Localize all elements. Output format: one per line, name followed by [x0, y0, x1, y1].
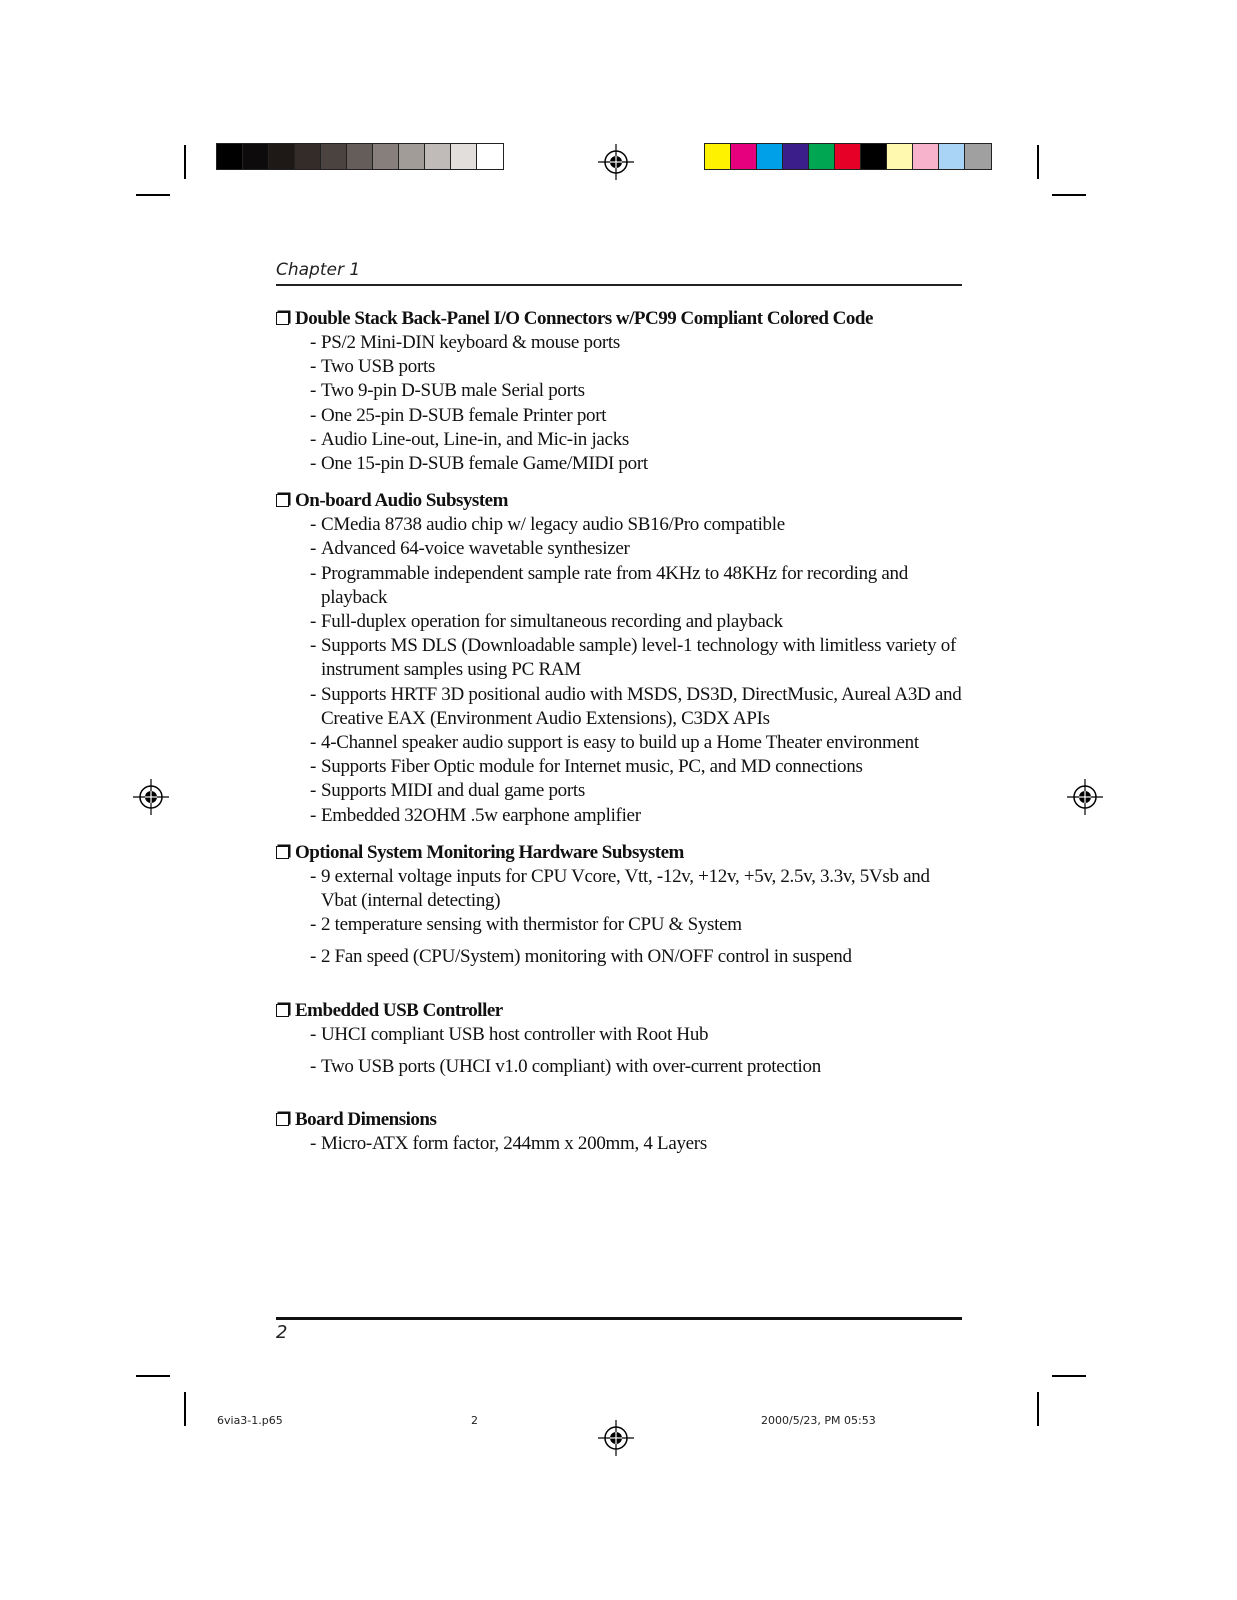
dash-bullet: -	[310, 946, 317, 968]
color-swatch	[451, 144, 477, 169]
feature-section	[276, 488, 966, 828]
dash-bullet: -	[310, 562, 317, 584]
dash-bullet: -	[310, 1023, 317, 1045]
dash-bullet: -	[310, 514, 317, 536]
section-title: Optional System Monitoring Hardware Subsystem	[295, 841, 684, 863]
list-item	[310, 755, 966, 779]
color-swatch	[295, 144, 321, 169]
color-swatch	[861, 144, 887, 169]
section-title: On-board Audio Subsystem	[295, 490, 508, 512]
page-body	[276, 306, 966, 1168]
list-item-text: PS/2 Mini-DIN keyboard & mouse ports	[321, 332, 620, 353]
list-item-text: 2 Fan speed (CPU/System) monitoring with ON/OFF control in suspend	[321, 946, 852, 968]
color-swatch	[757, 144, 783, 169]
dash-bullet: -	[310, 804, 317, 826]
list-item-text: Two 9-pin D-SUB male Serial ports	[321, 380, 585, 402]
feature-section	[276, 998, 966, 1079]
color-swatch	[477, 144, 503, 169]
section-title: Double Stack Back-Panel I/O Connectors w/PC99 Compliant Colored Code	[295, 308, 873, 329]
registration-mark-icon	[596, 142, 636, 182]
section-heading	[276, 1107, 966, 1132]
list-item	[310, 683, 966, 731]
dash-bullet: -	[310, 404, 317, 426]
dash-bullet: -	[310, 538, 317, 560]
list-item-text: Audio Line-out, Line-in, and Mic-in jacks	[321, 428, 629, 450]
list-item	[310, 804, 966, 828]
feature-list	[276, 1132, 966, 1156]
print-file-name: 6via3-1.p65	[217, 1414, 283, 1427]
color-swatch	[809, 144, 835, 169]
list-item	[310, 513, 966, 537]
color-swatch	[373, 144, 399, 169]
print-timestamp: 2000/5/23, PM 05:53	[761, 1414, 876, 1427]
registration-mark-icon	[131, 777, 171, 817]
header-rule	[276, 284, 962, 286]
print-page-number: 2	[471, 1414, 478, 1427]
feature-section	[276, 840, 966, 970]
list-item	[310, 731, 966, 755]
section-heading	[276, 306, 966, 331]
color-swatch	[705, 144, 731, 169]
dash-bullet: -	[310, 453, 317, 475]
list-item-text: Programmable independent sample rate from 4KHz to 48KHz for recording and playback	[321, 562, 908, 608]
list-item	[310, 779, 966, 803]
color-swatch	[243, 144, 269, 169]
list-item	[310, 404, 966, 428]
section-heading	[276, 840, 966, 865]
page-number: 2	[276, 1322, 288, 1343]
list-item	[310, 945, 966, 969]
list-item-text: Micro-ATX form factor, 244mm x 200mm, 4 Layers	[321, 1133, 707, 1155]
feature-section	[276, 306, 966, 476]
list-item	[310, 1055, 966, 1079]
list-item	[310, 562, 966, 610]
dash-bullet: -	[310, 356, 317, 378]
list-item-text: 4-Channel speaker audio support is easy to build up a Home Theater environment	[321, 732, 919, 754]
list-item-text: One 25-pin D-SUB female Printer port	[321, 404, 607, 426]
registration-mark-icon	[1065, 777, 1105, 817]
checkbox-bullet-icon	[276, 1004, 289, 1017]
list-item-text: UHCI compliant USB host controller with Root Hub	[321, 1023, 709, 1045]
color-swatch	[783, 144, 809, 169]
list-item	[310, 913, 966, 937]
checkbox-bullet-icon	[276, 494, 289, 507]
dash-bullet: -	[310, 683, 317, 705]
dash-bullet: -	[310, 780, 317, 802]
dash-bullet: -	[310, 635, 317, 657]
color-swatch	[321, 144, 347, 169]
list-item	[310, 355, 966, 379]
color-swatch	[913, 144, 939, 169]
dash-bullet: -	[310, 756, 317, 778]
feature-list	[276, 513, 966, 828]
dash-bullet: -	[310, 611, 317, 633]
dash-bullet: -	[310, 865, 317, 887]
feature-list	[276, 331, 966, 476]
list-item-text: Supports MIDI and dual game ports	[321, 780, 585, 802]
running-header: Chapter 1	[276, 260, 361, 280]
dash-bullet: -	[310, 332, 317, 353]
dash-bullet: -	[310, 914, 317, 936]
list-item-text: Supports Fiber Optic module for Internet music, PC, and MD connections	[321, 756, 863, 778]
color-swatch	[425, 144, 451, 169]
list-item	[310, 452, 966, 476]
list-item	[310, 865, 966, 913]
dash-bullet: -	[310, 732, 317, 754]
list-item-text: Embedded 32OHM .5w earphone amplifier	[321, 804, 641, 826]
list-item	[310, 331, 966, 355]
list-item	[310, 428, 966, 452]
section-heading	[276, 998, 966, 1023]
feature-list	[276, 1023, 966, 1079]
list-item-text: Full-duplex operation for simultaneous recording and playback	[321, 611, 783, 633]
dash-bullet: -	[310, 428, 317, 450]
list-item-text: Supports MS DLS (Downloadable sample) level-1 technology with limitless variety of instrument samples using PC RAM	[321, 635, 957, 681]
list-item	[310, 634, 966, 682]
list-item-text: Two USB ports (UHCI v1.0 compliant) with over-current protection	[321, 1055, 821, 1077]
process-color-bar	[704, 143, 992, 170]
list-item-text: Two USB ports	[321, 356, 436, 378]
color-swatch	[731, 144, 757, 169]
list-item	[310, 1132, 966, 1156]
list-item	[310, 1023, 966, 1047]
section-title: Embedded USB Controller	[295, 999, 503, 1021]
list-item	[310, 537, 966, 561]
checkbox-bullet-icon	[276, 312, 289, 325]
color-swatch	[965, 144, 991, 169]
feature-section	[276, 1107, 966, 1156]
color-swatch	[347, 144, 373, 169]
grayscale-color-bar	[216, 143, 504, 170]
feature-list	[276, 865, 966, 970]
color-swatch	[217, 144, 243, 169]
color-swatch	[939, 144, 965, 169]
list-item-text: 9 external voltage inputs for CPU Vcore, Vtt, -12v, +12v, +5v, 2.5v, 3.3v, 5Vsb and Vbat (internal detecting)	[321, 865, 930, 912]
checkbox-bullet-icon	[276, 1113, 289, 1126]
list-item-text: Supports HRTF 3D positional audio with MSDS, DS3D, DirectMusic, Aureal A3D and Creative EAX (Environment Audio Extensions), C3DX APIs	[321, 683, 962, 729]
color-swatch	[399, 144, 425, 169]
dash-bullet: -	[310, 380, 317, 402]
list-item-text: Advanced 64-voice wavetable synthesizer	[321, 538, 630, 560]
list-item-text: 2 temperature sensing with thermistor for CPU & System	[321, 914, 742, 936]
section-heading	[276, 488, 966, 513]
footer-rule	[276, 1317, 962, 1320]
list-item-text: One 15-pin D-SUB female Game/MIDI port	[321, 453, 648, 475]
checkbox-bullet-icon	[276, 846, 289, 859]
registration-mark-icon	[596, 1418, 636, 1458]
list-item	[310, 610, 966, 634]
list-item	[310, 379, 966, 403]
color-swatch	[887, 144, 913, 169]
section-title: Board Dimensions	[295, 1109, 437, 1131]
color-swatch	[269, 144, 295, 169]
color-swatch	[835, 144, 861, 169]
list-item-text: CMedia 8738 audio chip w/ legacy audio SB16/Pro compatible	[321, 514, 785, 536]
dash-bullet: -	[310, 1133, 317, 1155]
dash-bullet: -	[310, 1055, 317, 1077]
